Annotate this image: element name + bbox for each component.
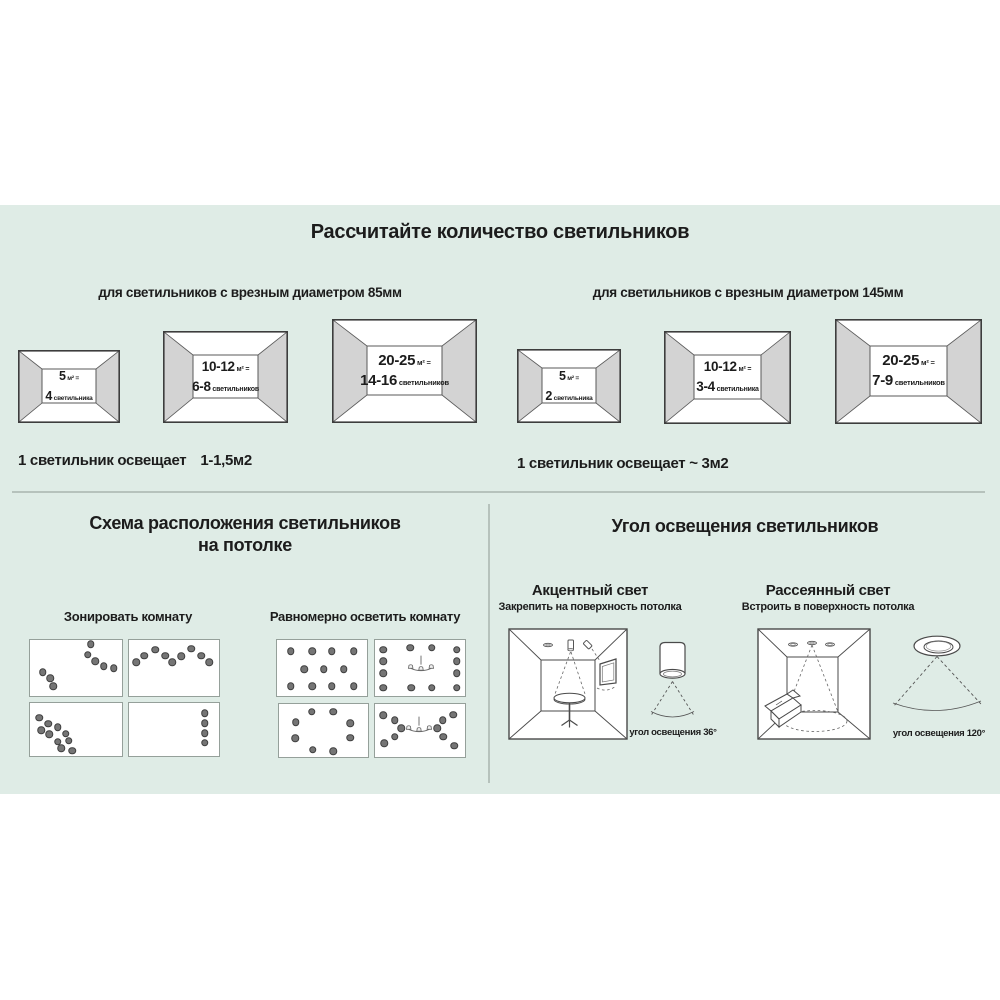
spotlight-dot: [391, 717, 399, 725]
spotlight-dot: [440, 733, 448, 741]
angle-section-title: Угол освещения светильников: [611, 516, 879, 536]
area-value: 5: [58, 369, 66, 383]
spotlight-dot: [35, 714, 43, 722]
spotlight-dot: [330, 708, 338, 716]
spotlight-dot: [453, 669, 461, 677]
cylinder-light-beam-diagram: [634, 634, 712, 726]
tv-icon: [600, 659, 616, 685]
spotlight-dot: [450, 711, 458, 719]
spotlight-dot: [201, 709, 209, 717]
light-count-label: светильников: [397, 377, 449, 387]
group-label-zone: Зонировать комнату: [63, 609, 193, 624]
ceiling-perspective-diagram: [163, 331, 288, 423]
spotlight-dot: [65, 737, 73, 745]
spotlight-dot: [46, 674, 54, 682]
spotlight-dot: [346, 719, 354, 727]
layout-title-line1: Схема расположения светильников: [89, 513, 401, 533]
spotlight-dot: [391, 733, 399, 741]
spotlight-dot: [201, 719, 209, 727]
spotlight-dot: [100, 663, 108, 671]
spotlight-dot: [187, 645, 195, 653]
spotlight-dot: [141, 652, 149, 660]
page-title: Рассчитайте количество светильников: [310, 221, 690, 243]
spotlight-dot: [428, 684, 436, 692]
spotlight-dot: [379, 669, 387, 677]
spotlight-dot: [177, 652, 185, 660]
ceiling-layout-box: [374, 639, 466, 697]
spotlight-dot: [308, 647, 316, 655]
area-unit: м² =: [565, 374, 580, 382]
spotlight-dot: [39, 669, 47, 677]
spotlight-dot: [168, 659, 176, 667]
spotlight-dot: [453, 658, 461, 666]
area-value: 5: [558, 368, 566, 383]
room-capacity-text: [42, 369, 96, 403]
spotlight-dot: [380, 739, 388, 747]
spotlight-dot: [406, 644, 414, 652]
ceiling-layout-box: [278, 703, 369, 758]
spotlight-dot: [151, 646, 159, 654]
spotlight-dot: [84, 651, 92, 659]
spotlight-dot: [308, 708, 316, 716]
accent-light-label: Акцентный свет: [531, 582, 649, 599]
ceiling-layout-box: [29, 702, 123, 757]
light-count-label: светильников: [892, 378, 945, 387]
chandelier-icon: [404, 716, 434, 738]
spotlight-dot: [350, 647, 358, 655]
spotlight-dot: [453, 646, 461, 654]
spotlight-dot: [45, 720, 53, 728]
spotlight-dot: [379, 711, 387, 719]
chandelier-marker: [406, 655, 436, 682]
spotlight-dot: [428, 644, 436, 652]
ceiling-perspective-diagram: [18, 350, 120, 423]
room-capacity-text: [360, 346, 449, 395]
spotlight-dot: [161, 652, 169, 660]
spotlight-dot: [201, 729, 209, 737]
spotlight-dot: [197, 652, 205, 660]
light-count-label: светильника: [552, 394, 593, 402]
spotlight-dot: [328, 647, 336, 655]
chandelier-marker: [404, 716, 434, 743]
spotlight-dot: [201, 739, 209, 747]
ceiling-perspective-diagram: [835, 319, 982, 424]
room-capacity-text: [870, 346, 947, 396]
light-count: 3-4: [696, 379, 715, 394]
spotlight-dot: [346, 734, 354, 742]
caption-145: [517, 455, 728, 472]
light-count: 7-9: [872, 372, 893, 389]
light-count-label: светильников: [210, 385, 259, 393]
spotlight-dot: [330, 747, 338, 755]
spotlight-dot: [87, 641, 95, 649]
spotlight-dot: [350, 683, 358, 691]
spotlight-dot: [379, 658, 387, 666]
room-capacity-text: [694, 355, 761, 399]
area-unit: м² =: [65, 375, 80, 382]
ceiling-layout-box: [374, 703, 466, 758]
subtitle-diameter-85: для светильников с врезным диаметром 85мм: [98, 285, 402, 300]
room-capacity-text: [193, 355, 258, 398]
ceiling-perspective-diagram: [664, 331, 791, 424]
area-value: 10-12: [703, 359, 737, 374]
ceiling-cylinder-light-icon: [568, 640, 574, 651]
spotlight-dot: [58, 744, 66, 752]
subtitle-diameter-145: для светильников с врезным диаметром 145мм: [592, 285, 904, 300]
caption-85-text: 1 светильник освещает: [18, 452, 187, 469]
recessed-light-beam-diagram: [886, 620, 992, 714]
light-count: 14-16: [360, 371, 397, 389]
spotlight-dot: [287, 683, 295, 691]
spotlight-dot: [291, 735, 299, 743]
spotlight-dot: [292, 718, 300, 726]
accent-angle-label: угол освещения 36°: [629, 727, 717, 738]
accent-light-sublabel: Закрепить на поверхность потолка: [498, 601, 682, 613]
ceiling-layout-box: [128, 639, 220, 697]
light-count-label: светильника: [714, 386, 759, 393]
spotlight-dot: [308, 683, 316, 691]
ceiling-perspective-diagram: [517, 349, 621, 423]
spotlight-dot: [328, 683, 336, 691]
spotlight-dot: [433, 725, 441, 733]
spotlight-dot: [320, 665, 328, 673]
chandelier-icon: [406, 655, 436, 677]
spotlight-dot: [379, 684, 387, 692]
horizontal-divider: [12, 491, 985, 493]
diffuse-light-label: Рассеянный свет: [765, 582, 891, 599]
diffuse-angle-label: угол освещения 120°: [892, 728, 986, 739]
spotlight-dot: [69, 747, 77, 755]
spotlight-dot: [453, 684, 461, 692]
spotlight-dot: [287, 647, 295, 655]
caption-85: [18, 452, 252, 469]
spotlight-dot: [37, 726, 45, 734]
ceiling-perspective-diagram: [332, 319, 477, 423]
group-label-even: Равномерно осветить комнату: [269, 609, 461, 624]
spotlight-dot: [340, 665, 348, 673]
room-capacity-text: [542, 368, 596, 403]
caption-85-value: 1-1,5м2: [200, 452, 252, 469]
spotlight-dot: [49, 683, 57, 691]
layout-section-title: [0, 512, 490, 556]
spotlight-dot: [439, 717, 447, 725]
light-count: 6-8: [192, 378, 211, 394]
spotlight-dot: [110, 664, 118, 672]
spotlight-dot: [379, 646, 387, 654]
spotlight-dot: [450, 742, 458, 750]
layout-title-line2: на потолке: [198, 535, 292, 555]
spotlight-dot: [54, 724, 62, 732]
diffuse-light-sublabel: Встроить в поверхность потолка: [741, 601, 915, 613]
caption-145-text: 1 светильник освещает ~ 3м2: [517, 455, 729, 472]
light-count: 4: [45, 389, 53, 403]
spotlight-dot: [407, 684, 415, 692]
spotlight-dot: [92, 658, 100, 666]
spotlight-dot: [205, 659, 213, 667]
spotlight-dot: [46, 731, 54, 739]
diffuse-room-diagram: [757, 628, 871, 740]
light-count: 2: [545, 388, 553, 403]
ceiling-layout-box: [128, 702, 220, 757]
accent-room-diagram: [508, 628, 628, 740]
spotlight-dot: [309, 746, 317, 754]
ceiling-layout-box: [276, 639, 368, 697]
spotlight-dot: [300, 665, 308, 673]
area-unit: м² =: [736, 366, 752, 373]
area-value: 20-25: [378, 351, 416, 369]
ceiling-recessed-light-icon: [544, 643, 553, 646]
area-unit: м² =: [415, 357, 431, 367]
light-count-label: светильника: [52, 395, 93, 402]
spotlight-dot: [132, 659, 140, 667]
area-unit: м² =: [234, 365, 250, 373]
ceiling-layout-box: [29, 639, 123, 697]
area-unit: м² =: [919, 358, 935, 367]
area-value: 20-25: [882, 352, 920, 369]
area-value: 10-12: [201, 358, 235, 374]
